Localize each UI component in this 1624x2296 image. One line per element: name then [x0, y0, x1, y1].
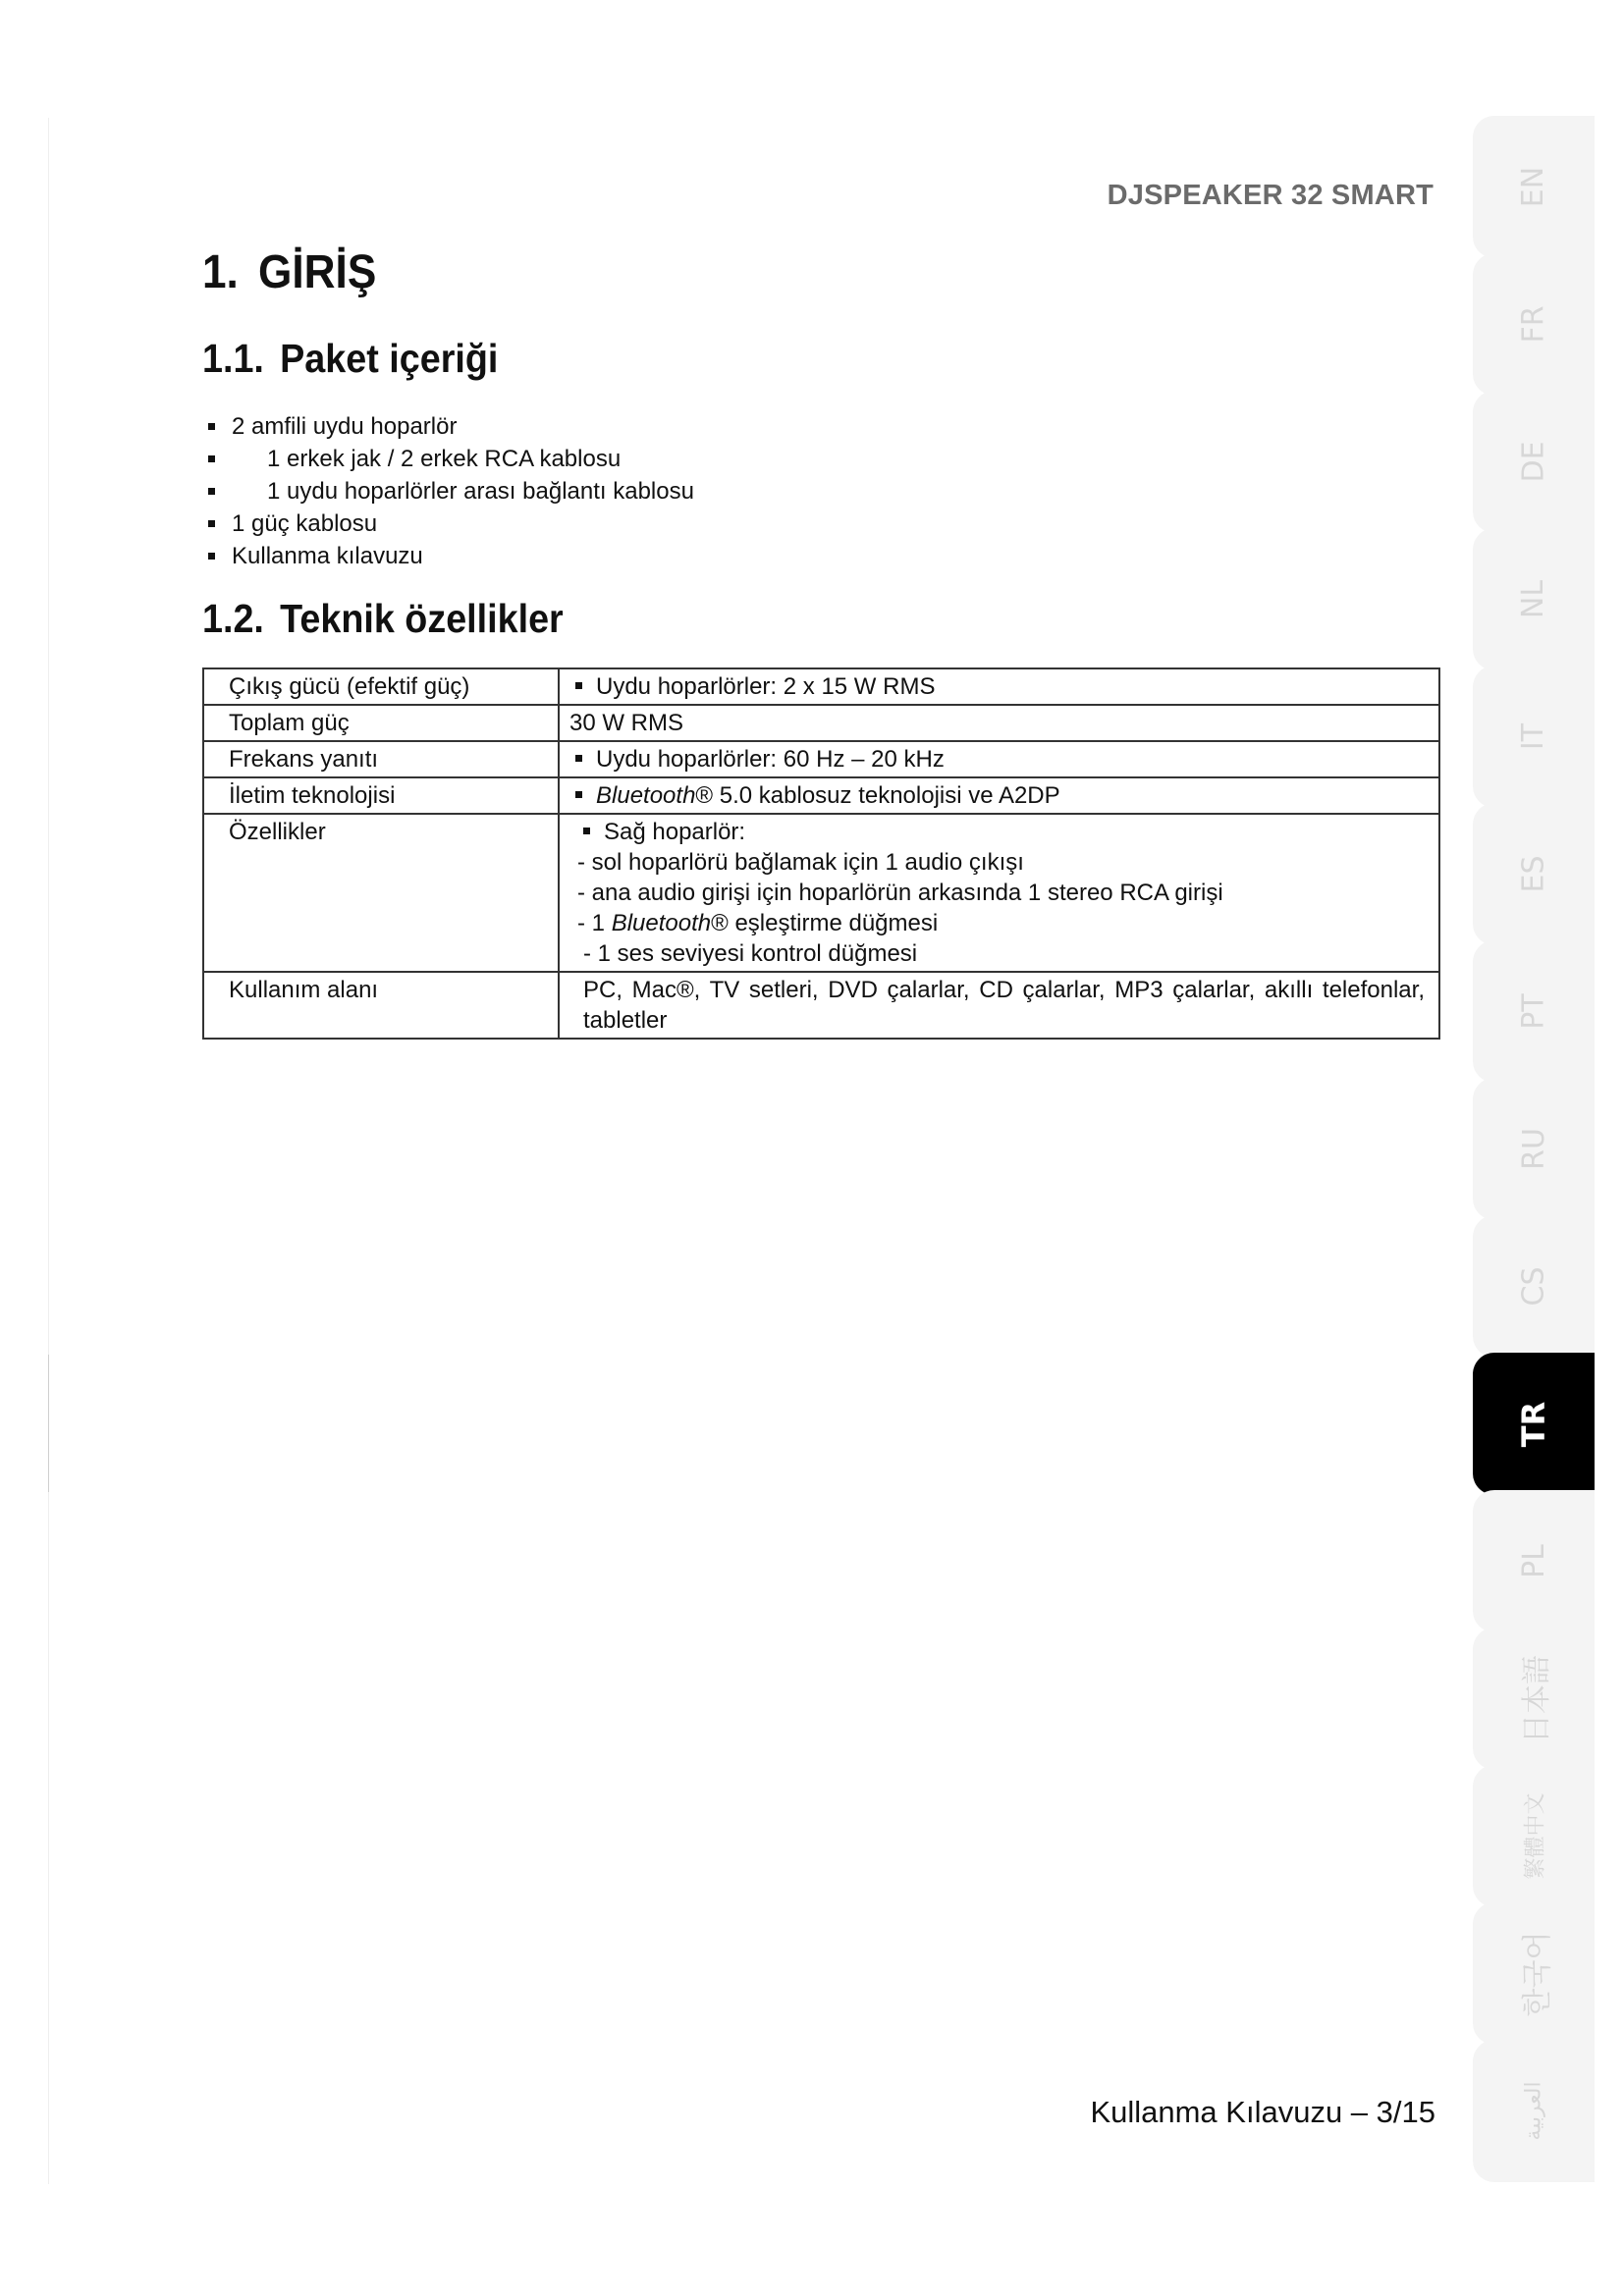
tab-tr[interactable]	[1473, 1353, 1595, 1495]
spec-value	[559, 668, 1439, 705]
tab-label: ES	[1516, 855, 1551, 893]
section-1-2-heading	[202, 596, 564, 642]
spec-value	[559, 814, 1439, 972]
table-row	[203, 972, 1439, 1039]
package-contents-list	[208, 410, 694, 572]
tab-pl[interactable]	[1473, 1490, 1595, 1632]
section-1-1-title: Paket içeriği	[280, 336, 499, 381]
spec-value-text: Uydu hoparlörler: 60 Hz – 20 kHz	[596, 746, 945, 773]
product-header: DJSPEAKER 32 SMART	[1107, 180, 1434, 211]
tab-label: 日本語	[1520, 1654, 1554, 1743]
tab-cs[interactable]	[1473, 1215, 1595, 1358]
tab-en[interactable]	[1473, 116, 1595, 258]
tab-label: العربية	[1521, 2081, 1546, 2141]
tab-zh[interactable]	[1473, 1765, 1595, 1907]
spec-value-text: ® 5.0 kablosuz teknolojisi ve A2DP	[695, 782, 1060, 809]
list-item: 1 güç kablosu	[208, 507, 694, 540]
page-footer: Kullanma Kılavuzu – 3/15	[1090, 2095, 1435, 2129]
bullet-icon	[575, 791, 582, 798]
tab-nl[interactable]	[1473, 528, 1595, 670]
spec-value-italic: Bluetooth	[596, 782, 696, 809]
feature-line	[577, 908, 1429, 938]
tab-label: TR	[1515, 1401, 1552, 1447]
table-row	[203, 705, 1439, 741]
section-1-1-number: 1.1.	[202, 336, 264, 381]
tab-label: EN	[1516, 166, 1551, 208]
tab-label: PL	[1516, 1544, 1551, 1578]
spec-label: Çıkış gücü (efektif güç)	[203, 668, 559, 705]
feature-text: ® eşleştirme düğmesi	[711, 910, 939, 936]
tab-label: IT	[1516, 722, 1551, 751]
feature-line: - 1 ses seviyesi kontrol düğmesi	[583, 940, 918, 967]
tab-label: CS	[1516, 1266, 1551, 1307]
table-row	[203, 668, 1439, 705]
tab-ko[interactable]	[1473, 1902, 1595, 2045]
language-tabs	[1473, 116, 1595, 2182]
section-1-2-title: Teknik özellikler	[280, 596, 564, 641]
tab-pt[interactable]	[1473, 940, 1595, 1083]
spec-label: Toplam güç	[203, 705, 559, 741]
specs-table	[202, 667, 1440, 1040]
bullet-icon	[583, 828, 590, 834]
feature-line: - sol hoparlörü bağlamak için 1 audio çıkışı	[577, 849, 1024, 876]
tab-ar[interactable]	[1473, 2040, 1595, 2182]
feature-text: - 1	[577, 910, 612, 936]
page-edge-mark	[48, 1355, 49, 1492]
tab-es[interactable]	[1473, 803, 1595, 945]
tab-it[interactable]	[1473, 666, 1595, 808]
tab-label: 繁體中文	[1523, 1792, 1548, 1880]
section-1-heading	[202, 245, 376, 299]
feature-italic: Bluetooth	[611, 910, 712, 936]
section-1-number: 1.	[202, 246, 239, 298]
section-1-1-heading	[202, 336, 498, 382]
spec-value-text: Sağ hoparlör:	[604, 819, 746, 845]
spec-label: İletim teknolojisi	[203, 777, 559, 814]
section-1-2-number: 1.2.	[202, 596, 264, 641]
tab-label: DE	[1516, 441, 1551, 483]
list-item: 2 amfili uydu hoparlör	[208, 410, 694, 443]
spec-label: Özellikler	[203, 814, 559, 972]
spec-label: Kullanım alanı	[203, 972, 559, 1039]
spec-value-text: Uydu hoparlörler: 2 x 15 W RMS	[596, 673, 936, 700]
spec-value	[559, 741, 1439, 777]
list-item: 1 uydu hoparlörler arası bağlantı kablosu	[208, 475, 694, 507]
spec-label: Frekans yanıtı	[203, 741, 559, 777]
section-1-title: GİRİŞ	[258, 246, 377, 298]
tab-label: PT	[1516, 993, 1551, 1030]
table-row	[203, 741, 1439, 777]
tab-label: RU	[1516, 1128, 1551, 1170]
spec-value	[559, 777, 1439, 814]
bullet-icon	[575, 755, 582, 762]
tab-ja[interactable]	[1473, 1628, 1595, 1770]
list-item: 1 erkek jak / 2 erkek RCA kablosu	[208, 443, 694, 475]
tab-de[interactable]	[1473, 391, 1595, 533]
tab-label: FR	[1516, 305, 1551, 344]
spec-value: 30 W RMS	[559, 705, 1439, 741]
tab-label: NL	[1516, 579, 1551, 619]
spec-value: PC, Mac®, TV setleri, DVD çalarlar, CD çalarlar, MP3 çalarlar, akıllı telefonlar, tabletler	[559, 972, 1439, 1039]
feature-line: - ana audio girişi için hoparlörün arkasında 1 stereo RCA girişi	[577, 880, 1223, 906]
features-head	[577, 817, 1429, 847]
list-item: Kullanma kılavuzu	[208, 540, 694, 572]
tab-fr[interactable]	[1473, 253, 1595, 396]
tab-label: 한국어	[1519, 1931, 1554, 2016]
table-row	[203, 814, 1439, 972]
bullet-icon	[575, 682, 582, 689]
tab-ru[interactable]	[1473, 1078, 1595, 1220]
table-row	[203, 777, 1439, 814]
page-edge-line	[48, 118, 49, 2184]
